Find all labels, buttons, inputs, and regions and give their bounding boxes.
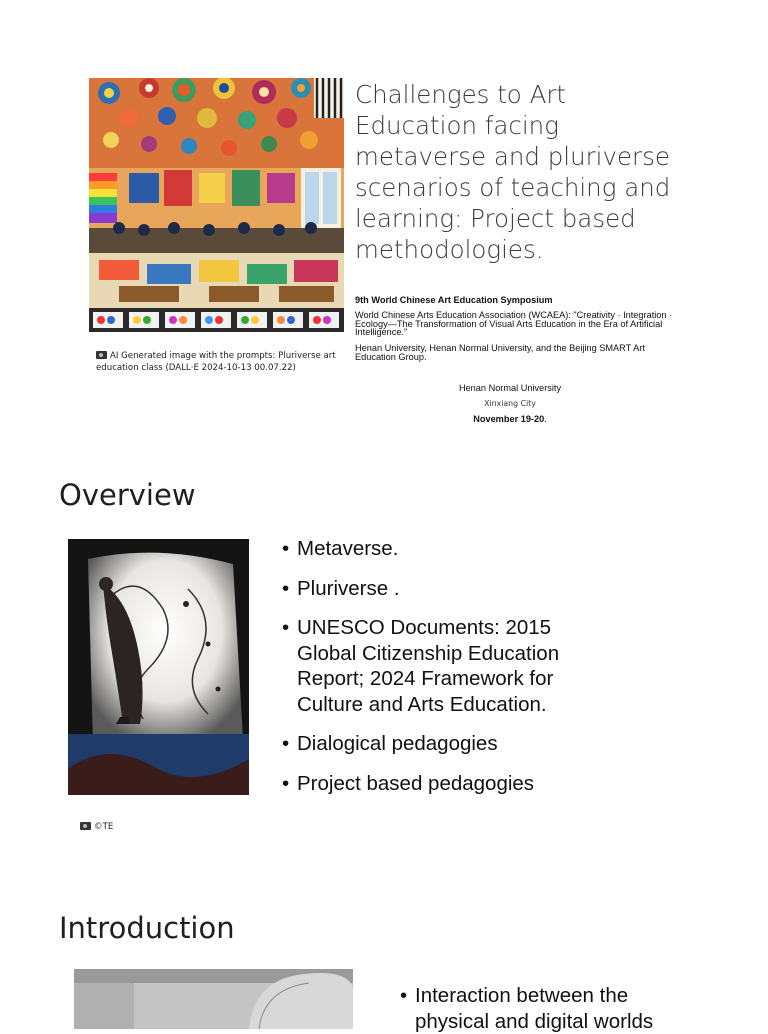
photo-caption [80,821,113,833]
city-text: Xinxiang City [484,399,536,408]
list-item: • Metaverse. [282,536,582,562]
hero-image-caption [96,350,336,374]
photo-caption-text: ©TE [94,822,114,832]
hero-image [89,78,344,332]
list-item: • Pluriverse . [282,576,582,602]
list-item: • Interaction between the physical and digital worlds [400,983,700,1034]
list-item: • Project based pedagogies [282,771,582,797]
venue-text: Henan Normal University [458,383,562,393]
dates-tail: . [544,414,547,424]
caption-text: AI Generated image with the prompts: Pluriverse art education class (DALL·E 2024-10-13 00.07.22) [96,351,336,373]
introduction-bullet-list [400,983,700,1034]
camera-icon [80,822,91,830]
slide-title: Challenges to Art Education facing metaverse and pluriverse scenarios of teaching and learning: Project based methodologies. [355,80,671,264]
symposium-title: 9th World Chinese Art Education Symposium [355,295,553,305]
performance-photo [68,539,249,795]
introduction-photo [74,969,353,1029]
association-text: World Chinese Arts Education Association (WCAEA): "Creativity · Integration · Ecology—The Transformation of Visual Arts Education in the Era of Artificial Intelligence." [355,310,673,337]
dates-text: November 19-20 [473,414,545,424]
list-item: • Dialogical pedagogies [282,731,582,757]
overview-bullet-list [282,536,582,796]
organizers-text: Henan University, Henan Normal University, and the Beijing SMART Art Education Group. [355,343,645,362]
camera-icon [96,351,107,359]
introduction-heading: Introduction [59,911,235,945]
overview-heading: Overview [59,478,196,512]
dates-line [410,414,610,424]
list-item: • UNESCO Documents: 2015 Global Citizenship Education Report; 2024 Framework for Culture and Arts Education. [282,615,582,717]
